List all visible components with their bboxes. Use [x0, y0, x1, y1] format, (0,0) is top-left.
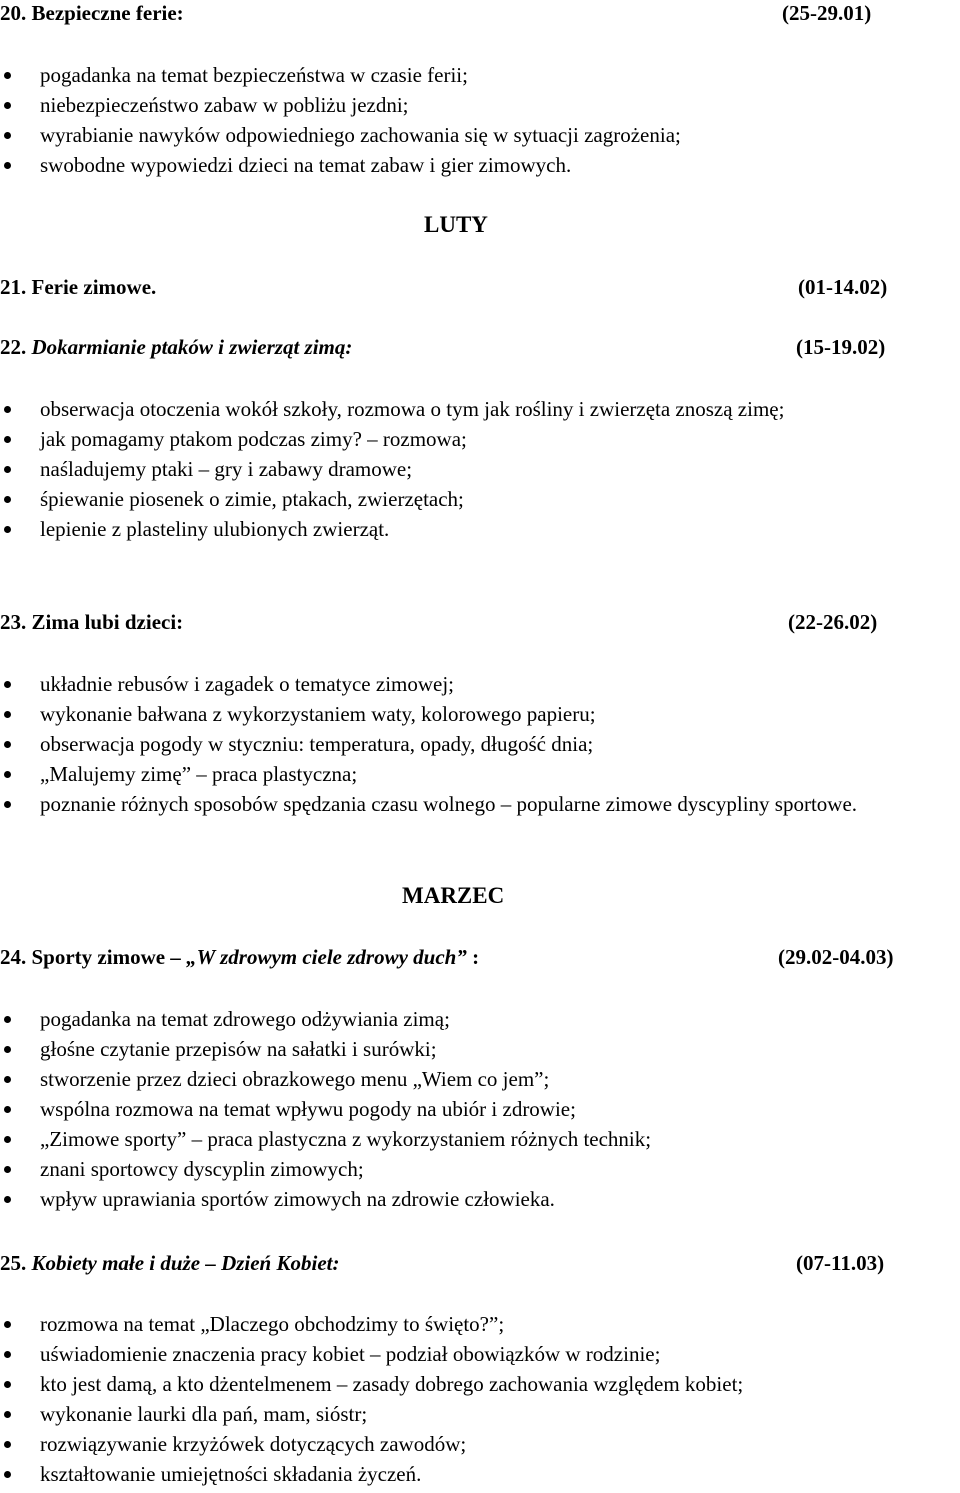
section-title: Dokarmianie ptaków i zwierząt zimą:	[31, 335, 353, 359]
list-item: rozwiązywanie krzyżówek dotyczących zawodów;	[0, 1429, 940, 1459]
list-item: swobodne wypowiedzi dzieci na temat zabaw i gier zimowych.	[0, 150, 940, 180]
section-23-heading	[0, 607, 183, 637]
list-item: wpływ uprawiania sportów zimowych na zdrowie człowieka.	[0, 1184, 940, 1214]
section-20-dates: (25-29.01)	[782, 1, 872, 25]
section-number: 22.	[0, 335, 27, 359]
bullet-icon	[4, 1381, 11, 1388]
list-item: poznanie różnych sposobów spędzania czasu wolnego – popularne zimowe dyscypliny sportowe.	[0, 789, 950, 819]
list-item: wykonanie laurki dla pań, mam, sióstr;	[0, 1399, 940, 1429]
bullet-icon	[4, 496, 11, 503]
section-25-heading	[0, 1248, 339, 1278]
bullet-icon	[4, 162, 11, 169]
bullet-icon	[4, 1351, 11, 1358]
bullet-icon	[4, 406, 11, 413]
section-21-dates: (01-14.02)	[798, 275, 888, 299]
section-21-heading	[0, 272, 156, 302]
section-title: Zima lubi dzieci:	[31, 610, 184, 634]
section-20-list	[0, 60, 940, 180]
month-heading-marzec: MARZEC	[402, 883, 505, 908]
bullet-icon	[4, 741, 11, 748]
bullet-icon	[4, 102, 11, 109]
bullet-icon	[4, 1411, 11, 1418]
list-item: jak pomagamy ptakom podczas zimy? – rozmowa;	[0, 424, 930, 454]
bullet-icon	[4, 1046, 11, 1053]
list-item: naśladujemy ptaki – gry i zabawy dramowe;	[0, 454, 930, 484]
bullet-icon	[4, 711, 11, 718]
bullet-icon	[4, 1166, 11, 1173]
list-item: układnie rebusów i zagadek o tematyce zimowej;	[0, 669, 950, 699]
section-24-dates: (29.02-04.03)	[778, 945, 894, 969]
bullet-icon	[4, 1471, 11, 1478]
list-item: stworzenie przez dzieci obrazkowego menu „Wiem co jem”;	[0, 1064, 940, 1094]
bullet-icon	[4, 1136, 11, 1143]
list-item: głośne czytanie przepisów na sałatki i surówki;	[0, 1034, 940, 1064]
section-24-heading	[0, 942, 479, 972]
section-title: Kobiety małe i duże – Dzień Kobiet:	[31, 1251, 340, 1275]
section-number: 25.	[0, 1251, 27, 1275]
list-item: pogadanka na temat bezpieczeństwa w czasie ferii;	[0, 60, 940, 90]
section-number: 24.	[0, 945, 27, 969]
bullet-icon	[4, 72, 11, 79]
bullet-icon	[4, 1441, 11, 1448]
list-item: uświadomienie znaczenia pracy kobiet – podział obowiązków w rodzinie;	[0, 1339, 940, 1369]
list-item: śpiewanie piosenek o zimie, ptakach, zwierzętach;	[0, 484, 930, 514]
list-item: niebezpieczeństwo zabaw w pobliżu jezdni;	[0, 90, 940, 120]
list-item: wspólna rozmowa na temat wpływu pogody na ubiór i zdrowie;	[0, 1094, 940, 1124]
list-item: wyrabianie nawyków odpowiedniego zachowania się w sytuacji zagrożenia;	[0, 120, 940, 150]
section-20-heading	[0, 0, 184, 28]
list-item: obserwacja otoczenia wokół szkoły, rozmowa o tym jak rośliny i zwierzęta znoszą zimę;	[0, 394, 930, 424]
bullet-icon	[4, 132, 11, 139]
list-item: obserwacja pogody w styczniu: temperatura, opady, długość dnia;	[0, 729, 950, 759]
list-item: kto jest damą, a kto dżentelmenem – zasady dobrego zachowania względem kobiet;	[0, 1369, 940, 1399]
bullet-icon	[4, 1196, 11, 1203]
month-heading-luty: LUTY	[424, 212, 488, 237]
section-number: 21.	[0, 275, 27, 299]
bullet-icon	[4, 1321, 11, 1328]
bullet-icon	[4, 771, 11, 778]
section-22-list	[0, 394, 930, 544]
bullet-icon	[4, 1016, 11, 1023]
list-item: wykonanie bałwana z wykorzystaniem waty, kolorowego papieru;	[0, 699, 950, 729]
section-25-list	[0, 1309, 940, 1489]
list-item: pogadanka na temat zdrowego odżywiania zimą;	[0, 1004, 940, 1034]
bullet-icon	[4, 801, 11, 808]
section-title-colon: :	[466, 945, 480, 969]
bullet-icon	[4, 466, 11, 473]
section-title: Bezpieczne ferie:	[31, 1, 184, 25]
section-23-dates: (22-26.02)	[788, 610, 878, 634]
section-22-dates: (15-19.02)	[796, 335, 886, 359]
bullet-icon	[4, 526, 11, 533]
section-title: Ferie zimowe.	[31, 275, 157, 299]
section-number: 23.	[0, 610, 27, 634]
section-22-heading	[0, 332, 352, 362]
section-number: 20.	[0, 1, 27, 25]
section-title-quote: „W zdrowym ciele zdrowy duch”	[186, 945, 467, 969]
list-item: rozmowa na temat „Dlaczego obchodzimy to święto?”;	[0, 1309, 940, 1339]
list-item: „Malujemy zimę” – praca plastyczna;	[0, 759, 950, 789]
section-23-list	[0, 669, 950, 819]
section-24-list	[0, 1004, 940, 1214]
section-title: Sporty zimowe –	[31, 945, 187, 969]
bullet-icon	[4, 436, 11, 443]
bullet-icon	[4, 1106, 11, 1113]
list-item: lepienie z plasteliny ulubionych zwierząt.	[0, 514, 930, 544]
section-25-dates: (07-11.03)	[796, 1251, 885, 1275]
list-item: kształtowanie umiejętności składania życzeń.	[0, 1459, 940, 1489]
bullet-icon	[4, 1076, 11, 1083]
list-item: znani sportowcy dyscyplin zimowych;	[0, 1154, 940, 1184]
list-item: „Zimowe sporty” – praca plastyczna z wykorzystaniem różnych technik;	[0, 1124, 940, 1154]
bullet-icon	[4, 681, 11, 688]
